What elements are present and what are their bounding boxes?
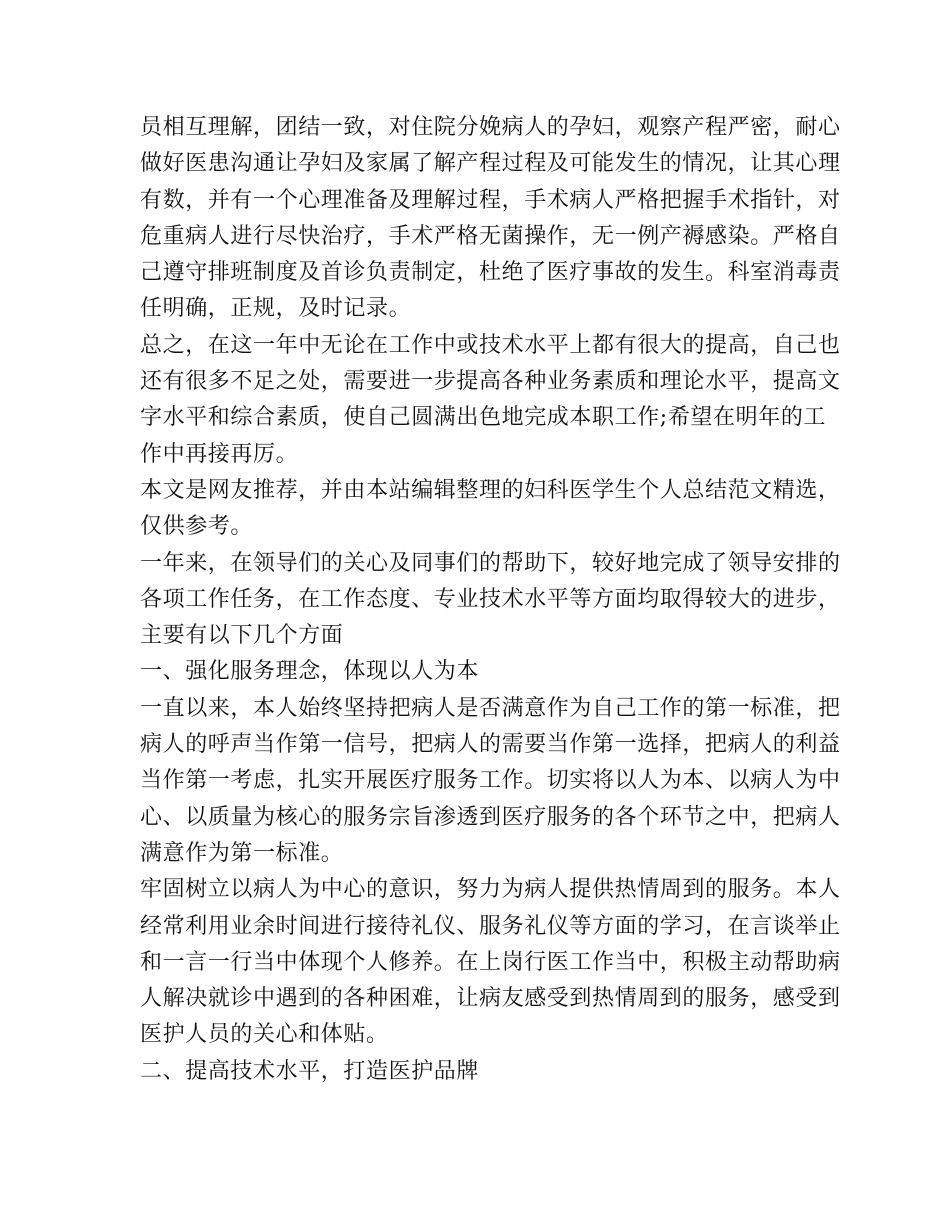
text-line: 医护人员的关心和体贴。: [140, 1022, 389, 1048]
section-heading: 一、强化服务理念，体现以人为本: [140, 659, 480, 685]
text-line: 一年来，在领导们的关心及同事们的帮助下，较好地完成了领导安排的: [140, 550, 841, 576]
text-line: 满意作为第一标准。: [140, 840, 344, 866]
text-line: 经常利用业余时间进行接待礼仪、服务礼仪等方面的学习，在言谈举止: [140, 913, 841, 939]
text-line: 还有很多不足之处，需要进一步提高各种业务素质和理论水平，提高文: [140, 369, 841, 395]
text-line: 有数，并有一个心理准备及理解过程，手术病人严格把握手术指针，对: [140, 187, 841, 213]
text-line: 本文是网友推荐，并由本站编辑整理的妇科医学生个人总结范文精选，: [140, 477, 841, 503]
text-line: 做好医患沟通让孕妇及家属了解产程过程及可能发生的情况，让其心理: [140, 151, 841, 177]
text-line: 心、以质量为核心的服务宗旨渗透到医疗服务的各个环节之中，把病人: [140, 804, 841, 830]
text-line: 字水平和综合素质，使自己圆满出色地完成本职工作;希望在明年的工: [140, 405, 827, 431]
text-line: 己遵守排班制度及首诊负责制定，杜绝了医疗事故的发生。科室消毒责: [140, 260, 841, 286]
text-line: 作中再接再厉。: [140, 441, 299, 467]
text-line: 仅供参考。: [140, 514, 254, 540]
text-line: 人解决就诊中遇到的各种困难，让病友感受到热情周到的服务，感受到: [140, 986, 841, 1012]
text-line: 员相互理解，团结一致，对住院分娩病人的孕妇，观察产程严密，耐心: [140, 115, 841, 140]
text-line: 各项工作任务，在工作态度、专业技术水平等方面均取得较大的进步，: [140, 586, 841, 612]
text-line: 一直以来，本人始终坚持把病人是否满意作为自己工作的第一标准，把: [140, 695, 841, 721]
text-line: 总之，在这一年中无论在工作中或技术水平上都有很大的提高，自己也: [140, 332, 841, 358]
section-heading: 二、提高技术水平，打造医护品牌: [140, 1058, 480, 1084]
text-line: 危重病人进行尽快治疗，手术严格无菌操作，无一例产褥感染。严格自: [140, 223, 841, 249]
document-body: [140, 110, 841, 1090]
text-line: 牢固树立以病人为中心的意识，努力为病人提供热情周到的服务。本人: [140, 877, 841, 903]
text-line: 主要有以下几个方面: [140, 623, 344, 649]
text-line: 任明确，正规，及时记录。: [140, 296, 412, 322]
text-line: 病人的呼声当作第一信号，把病人的需要当作第一选择，把病人的利益: [140, 732, 841, 758]
text-line: 当作第一考虑，扎实开展医疗服务工作。切实将以人为本、以病人为中: [140, 768, 841, 794]
text-line: 和一言一行当中体现个人修养。在上岗行医工作当中，积极主动帮助病: [140, 949, 841, 975]
